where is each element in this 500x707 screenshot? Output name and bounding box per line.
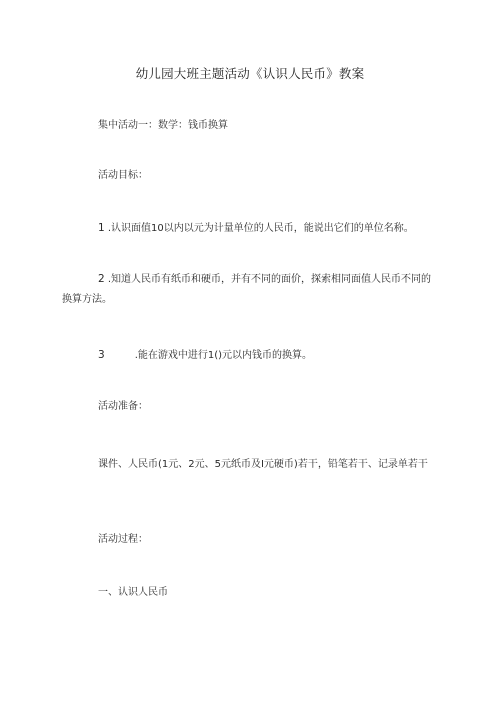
section-1-text: 一、认识人民币 <box>98 587 168 598</box>
activity-type <box>62 116 440 136</box>
prep-content-text: 课件、人民币(1元、2元、5元纸币及I元硬币)若干，铅笔若干、记录单若干 <box>98 459 428 470</box>
goal-2-text: .知道人民币有纸币和硬币，并有不同的面价，探索相同面值人民币不同的换算方法。 <box>62 274 432 305</box>
process-heading-text: 活动过程： <box>98 534 148 545</box>
goal-2-number: 2 <box>98 273 105 285</box>
goal-3-text: .能在游戏中进行1()元以内钱币的换算。 <box>134 350 313 361</box>
prep-heading-text: 活动准备： <box>98 401 148 412</box>
goal-1-text: .认识面值10以内以元为计量单位的人民币，能说出它们的单位名称。 <box>107 223 414 234</box>
goal-item-2 <box>62 269 440 310</box>
goal-1-number: 1 <box>98 222 105 234</box>
prep-content <box>62 455 440 475</box>
goal-item-3 <box>62 345 440 366</box>
goals-heading-text: 活动目标： <box>98 170 148 181</box>
prep-heading <box>62 397 440 417</box>
goals-heading <box>62 166 440 186</box>
activity-type-text: 集中活动一：数学：钱币换算 <box>98 120 228 131</box>
goal-item-1 <box>62 218 440 239</box>
document-title: 幼儿园大班主题活动《认识人民币》教案 <box>135 66 365 81</box>
goal-3-number: 3 <box>98 349 105 361</box>
process-heading <box>62 530 440 550</box>
section-1-heading <box>62 583 440 603</box>
